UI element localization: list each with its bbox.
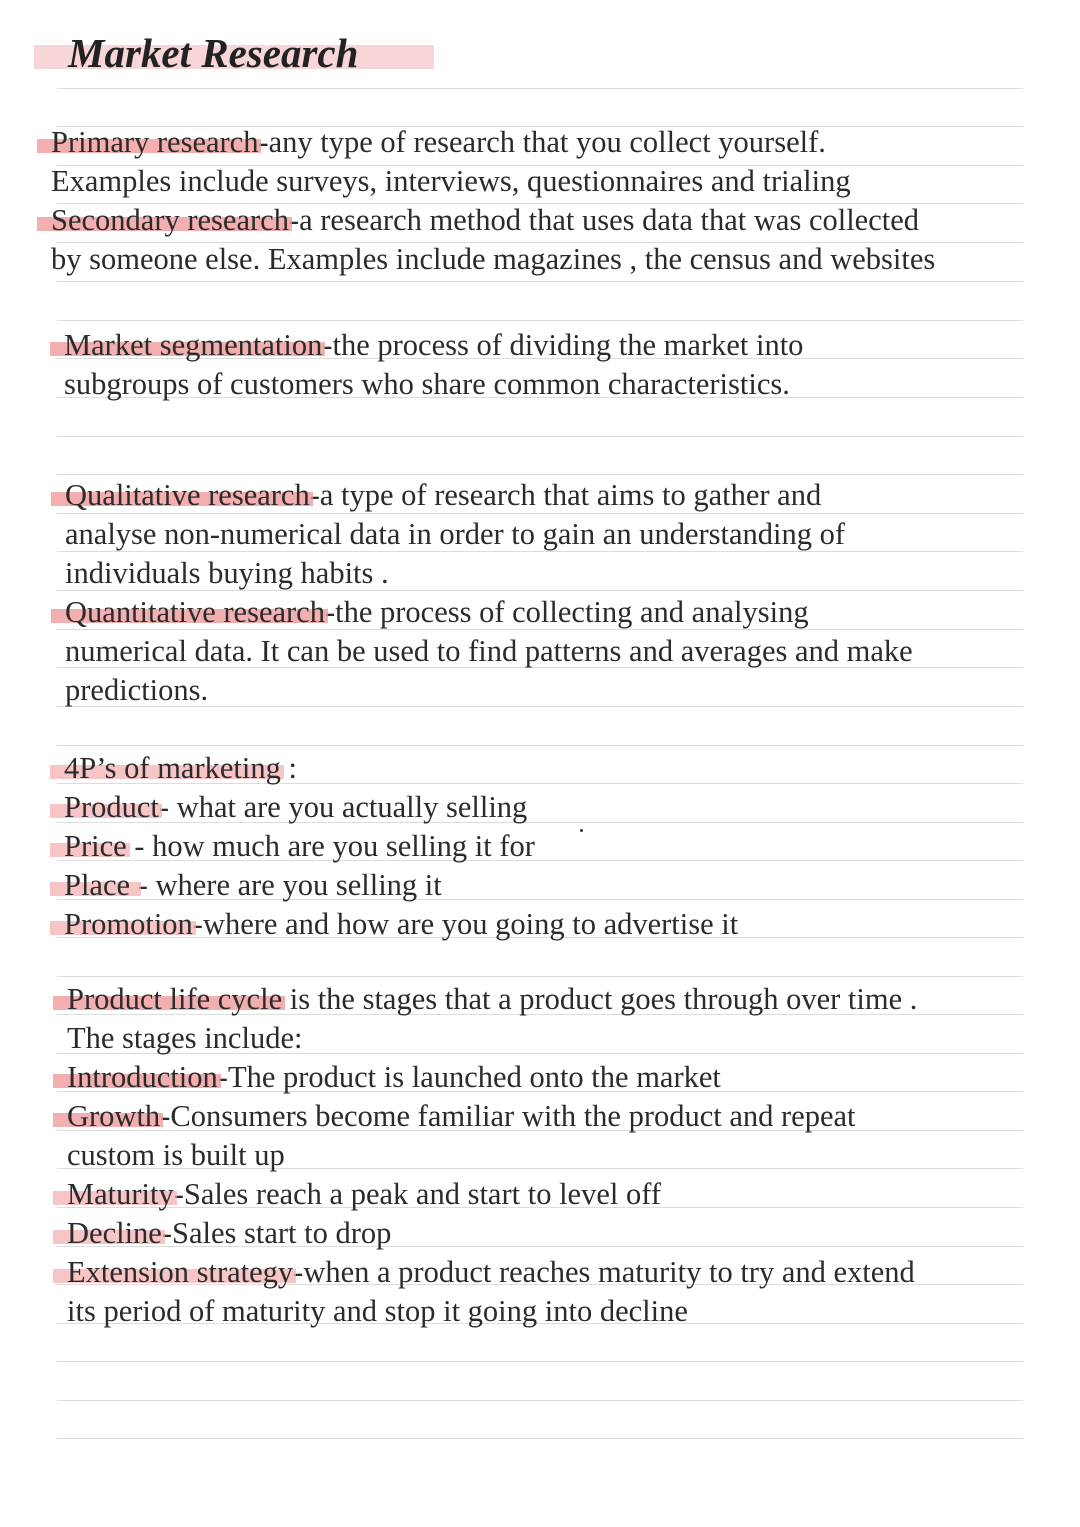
definition-text: -Consumers become familiar with the product and repeat xyxy=(160,1099,856,1133)
stage-growth xyxy=(67,1097,856,1136)
rule-line xyxy=(57,745,1023,746)
definition-text: -the process of collecting and analysing xyxy=(324,595,809,629)
heading-colon: : xyxy=(280,751,297,785)
definition-text: -the process of dividing the market into xyxy=(322,328,804,362)
term-place: Place xyxy=(64,868,138,902)
rule-line xyxy=(57,281,1023,282)
term-growth: Growth xyxy=(67,1099,161,1133)
rule-line xyxy=(57,320,1023,321)
definition-text: -any type of research that you collect yourself. xyxy=(258,125,826,159)
term-maturity: Maturity xyxy=(67,1177,174,1211)
life-cycle-line-2: The stages include: xyxy=(67,1021,303,1055)
qualitative-line-2: analyse non-numerical data in order to gain an understanding of xyxy=(65,517,846,551)
quantitative-line-2: numerical data. It can be used to find patterns and averages and make xyxy=(65,634,913,668)
definition-text: - where are you selling it xyxy=(137,868,442,902)
definition-text: - what are you actually selling xyxy=(158,790,528,824)
term-product: Product xyxy=(64,790,159,824)
extension-strategy-line xyxy=(67,1253,915,1292)
definition-text: -when a product reaches maturity to try and extend xyxy=(293,1255,915,1289)
primary-research-examples: Examples include surveys, interviews, questionnaires and trialing xyxy=(51,164,851,198)
life-cycle-line xyxy=(67,980,917,1019)
definition-text: -a research method that uses data that was collected xyxy=(288,203,920,237)
stage-growth-line-2: custom is built up xyxy=(67,1138,285,1172)
segmentation-line xyxy=(64,326,803,365)
definition-text: -Sales reach a peak and start to level off xyxy=(173,1177,661,1211)
term-quantitative-research: Quantitative research xyxy=(65,595,325,629)
secondary-research-examples: by someone else. Examples include magazines , the census and websites xyxy=(51,242,936,276)
qualitative-line-3: individuals buying habits . xyxy=(65,556,389,590)
rule-line xyxy=(57,436,1023,437)
page-title: Market Research xyxy=(68,30,359,76)
secondary-research-line xyxy=(51,201,919,240)
term-product-life-cycle: Product life cycle xyxy=(67,982,283,1016)
definition-text: -where and how are you going to advertise it xyxy=(192,907,739,941)
term-primary-research: Primary research xyxy=(51,125,259,159)
term-secondary-research: Secondary research xyxy=(51,203,289,237)
term-market-segmentation: Market segmentation xyxy=(64,328,323,362)
rule-line xyxy=(57,976,1023,977)
definition-text: -Sales start to drop xyxy=(161,1216,392,1250)
quantitative-line xyxy=(65,593,809,632)
definition-text: -a type of research that aims to gather and xyxy=(309,478,822,512)
segmentation-line-2: subgroups of customers who share common characteristics. xyxy=(64,367,790,401)
stage-decline xyxy=(67,1214,391,1253)
rule-line xyxy=(57,1400,1023,1401)
term-promotion: Promotion xyxy=(64,907,193,941)
rule-line xyxy=(57,1361,1023,1362)
four-ps-heading xyxy=(64,749,297,788)
rule-line xyxy=(57,474,1023,475)
primary-research-line xyxy=(51,123,826,162)
stage-maturity xyxy=(67,1175,661,1214)
term-extension-strategy: Extension strategy xyxy=(67,1255,294,1289)
extension-strategy-line-2: its period of maturity and stop it going into decline xyxy=(67,1294,688,1328)
four-ps-price xyxy=(64,827,535,866)
title-block xyxy=(34,30,434,76)
stage-introduction xyxy=(67,1058,721,1097)
qualitative-line xyxy=(65,476,821,515)
stray-dot xyxy=(580,829,583,832)
definition-text: -The product is launched onto the market xyxy=(217,1060,721,1094)
four-ps-place xyxy=(64,866,442,905)
rule-line xyxy=(57,88,1023,89)
term-introduction: Introduction xyxy=(67,1060,218,1094)
term-4ps-of-marketing: 4P’s of marketing xyxy=(64,751,281,785)
term-price: Price xyxy=(64,829,127,863)
rule-line xyxy=(57,1438,1023,1439)
definition-text: - how much are you selling it for xyxy=(126,829,535,863)
four-ps-product xyxy=(64,788,527,827)
four-ps-promotion xyxy=(64,905,738,944)
quantitative-line-3: predictions. xyxy=(65,673,209,707)
term-qualitative-research: Qualitative research xyxy=(65,478,310,512)
definition-text: is the stages that a product goes through over time . xyxy=(282,982,918,1016)
term-decline: Decline xyxy=(67,1216,162,1250)
